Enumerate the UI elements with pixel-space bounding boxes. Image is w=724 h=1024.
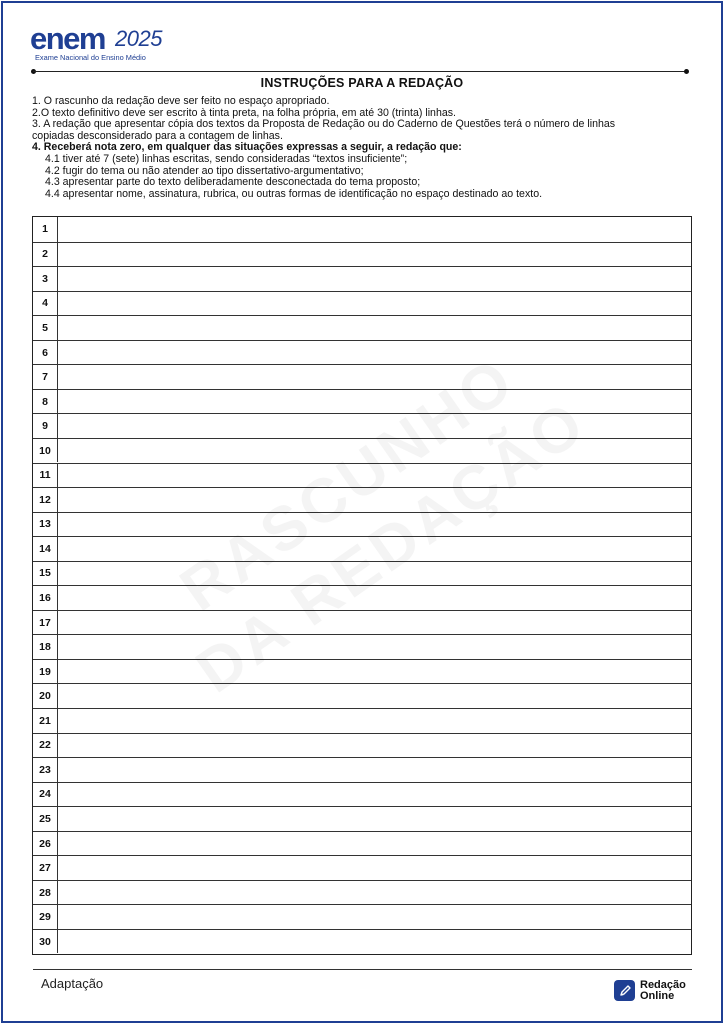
line-number: 19 bbox=[33, 660, 58, 684]
line-writing-area[interactable] bbox=[58, 783, 691, 807]
line-writing-area[interactable] bbox=[58, 856, 691, 880]
writing-line[interactable] bbox=[33, 536, 691, 561]
line-number: 8 bbox=[33, 390, 58, 414]
line-number: 21 bbox=[33, 709, 58, 733]
writing-line[interactable] bbox=[33, 683, 691, 708]
instruction-subitem: 4.4 apresentar nome, assinatura, rubrica, ou outras formas de identificação no espaço destinado ao texto. bbox=[45, 187, 543, 200]
line-writing-area[interactable] bbox=[58, 734, 691, 758]
line-number: 3 bbox=[33, 267, 58, 291]
writing-line[interactable] bbox=[33, 733, 691, 758]
line-number: 9 bbox=[33, 414, 58, 438]
footer-note: Adaptação bbox=[41, 976, 104, 991]
line-number: 10 bbox=[33, 439, 58, 463]
instruction-item: 2.O texto definitivo deve ser escrito à tinta preta, na folha própria, em até 30 (trinta) linhas. bbox=[32, 106, 456, 119]
line-number: 30 bbox=[33, 930, 58, 954]
line-writing-area[interactable] bbox=[58, 660, 691, 684]
page-title: INSTRUÇÕES PARA A REDAÇÃO bbox=[260, 76, 464, 90]
quill-icon bbox=[614, 980, 635, 1001]
line-number: 12 bbox=[33, 488, 58, 512]
line-writing-area[interactable] bbox=[58, 807, 691, 831]
line-writing-area[interactable] bbox=[58, 292, 691, 316]
line-writing-area[interactable] bbox=[58, 464, 691, 488]
line-writing-area[interactable] bbox=[58, 881, 691, 905]
writing-line[interactable] bbox=[33, 757, 691, 782]
writing-line[interactable] bbox=[33, 561, 691, 586]
line-writing-area[interactable] bbox=[58, 586, 691, 610]
footer-divider bbox=[33, 969, 692, 970]
line-writing-area[interactable] bbox=[58, 832, 691, 856]
line-writing-area[interactable] bbox=[58, 488, 691, 512]
line-writing-area[interactable] bbox=[58, 562, 691, 586]
writing-line[interactable] bbox=[33, 364, 691, 389]
line-number: 27 bbox=[33, 856, 58, 880]
writing-line[interactable] bbox=[33, 708, 691, 733]
line-writing-area[interactable] bbox=[58, 390, 691, 414]
rule-dot-right bbox=[684, 69, 689, 74]
line-writing-area[interactable] bbox=[58, 267, 691, 291]
writing-line[interactable] bbox=[33, 782, 691, 807]
line-number: 6 bbox=[33, 341, 58, 365]
line-number: 23 bbox=[33, 758, 58, 782]
line-writing-area[interactable] bbox=[58, 635, 691, 659]
instruction-subitem: 4.3 apresentar parte do texto deliberadamente desconectada do tema proposto; bbox=[45, 176, 421, 189]
writing-line[interactable] bbox=[33, 266, 691, 291]
writing-line[interactable] bbox=[33, 463, 691, 488]
writing-line[interactable] bbox=[33, 929, 691, 954]
writing-line[interactable] bbox=[33, 904, 691, 929]
line-number: 4 bbox=[33, 292, 58, 316]
writing-line[interactable] bbox=[33, 413, 691, 438]
brand-line: Redação bbox=[640, 979, 686, 991]
redacao-online-logo bbox=[614, 980, 686, 1001]
instruction-item: 1. O rascunho da redação deve ser feito no espaço apropriado. bbox=[32, 95, 330, 107]
line-number: 15 bbox=[33, 562, 58, 586]
writing-line[interactable] bbox=[33, 855, 691, 880]
enem-logo bbox=[30, 20, 180, 62]
line-number: 25 bbox=[33, 807, 58, 831]
line-writing-area[interactable] bbox=[58, 709, 691, 733]
line-number: 1 bbox=[33, 217, 58, 242]
line-number: 13 bbox=[33, 513, 58, 537]
writing-line[interactable] bbox=[33, 806, 691, 831]
writing-line[interactable] bbox=[33, 585, 691, 610]
line-writing-area[interactable] bbox=[58, 684, 691, 708]
instruction-item-bold: 4. Receberá nota zero, em qualquer das situações expressas a seguir, a redação que: bbox=[32, 141, 462, 154]
writing-line[interactable] bbox=[33, 880, 691, 905]
line-number: 14 bbox=[33, 537, 58, 561]
writing-line[interactable] bbox=[33, 487, 691, 512]
writing-line[interactable] bbox=[33, 512, 691, 537]
writing-line[interactable] bbox=[33, 315, 691, 340]
logo-year: 2025 bbox=[115, 26, 162, 51]
instruction-item: 3. A redação que apresentar cópia dos textos da Proposta de Redação ou do Caderno de Questões terá o número de linhas copiadas desconsiderado para a contagem de linhas. bbox=[32, 118, 616, 142]
line-number: 24 bbox=[33, 783, 58, 807]
line-number: 5 bbox=[33, 316, 58, 340]
line-writing-area[interactable] bbox=[58, 414, 691, 438]
line-writing-area[interactable] bbox=[58, 537, 691, 561]
line-writing-area[interactable] bbox=[58, 365, 691, 389]
logo-brand: enem bbox=[30, 21, 105, 56]
line-writing-area[interactable] bbox=[58, 513, 691, 537]
line-writing-area[interactable] bbox=[58, 930, 691, 954]
line-number: 7 bbox=[33, 365, 58, 389]
draft-writing-sheet bbox=[32, 216, 692, 955]
line-number: 29 bbox=[33, 905, 58, 929]
line-number: 22 bbox=[33, 734, 58, 758]
line-writing-area[interactable] bbox=[58, 316, 691, 340]
line-number: 11 bbox=[33, 464, 58, 488]
instructions-block bbox=[32, 96, 652, 200]
logo-subtitle: Exame Nacional do Ensino Médio bbox=[35, 53, 146, 62]
writing-line[interactable] bbox=[33, 610, 691, 635]
line-number: 20 bbox=[33, 684, 58, 708]
writing-line[interactable] bbox=[33, 659, 691, 684]
writing-line[interactable] bbox=[33, 438, 691, 463]
line-number: 2 bbox=[33, 243, 58, 267]
line-number: 28 bbox=[33, 881, 58, 905]
line-writing-area[interactable] bbox=[58, 243, 691, 267]
line-writing-area[interactable] bbox=[58, 905, 691, 929]
writing-line[interactable] bbox=[33, 389, 691, 414]
line-number: 17 bbox=[33, 611, 58, 635]
instruction-subitem: 4.2 fugir do tema ou não atender ao tipo dissertativo-argumentativo; bbox=[45, 164, 364, 177]
line-number: 18 bbox=[33, 635, 58, 659]
header-divider bbox=[33, 71, 687, 72]
writing-line[interactable] bbox=[33, 291, 691, 316]
writing-line[interactable] bbox=[33, 242, 691, 267]
line-writing-area[interactable] bbox=[58, 439, 691, 463]
line-number: 26 bbox=[33, 832, 58, 856]
writing-line[interactable] bbox=[33, 340, 691, 365]
line-number: 16 bbox=[33, 586, 58, 610]
line-writing-area[interactable] bbox=[58, 341, 691, 365]
line-writing-area[interactable] bbox=[58, 611, 691, 635]
writing-line[interactable] bbox=[33, 634, 691, 659]
writing-line[interactable] bbox=[33, 831, 691, 856]
line-writing-area[interactable] bbox=[58, 758, 691, 782]
brand-line: Online bbox=[640, 989, 675, 1002]
instruction-subitem: 4.1 tiver até 7 (sete) linhas escritas, sendo consideradas “textos insuficiente”; bbox=[45, 152, 408, 165]
writing-line[interactable] bbox=[33, 217, 691, 242]
line-writing-area[interactable] bbox=[58, 217, 691, 242]
